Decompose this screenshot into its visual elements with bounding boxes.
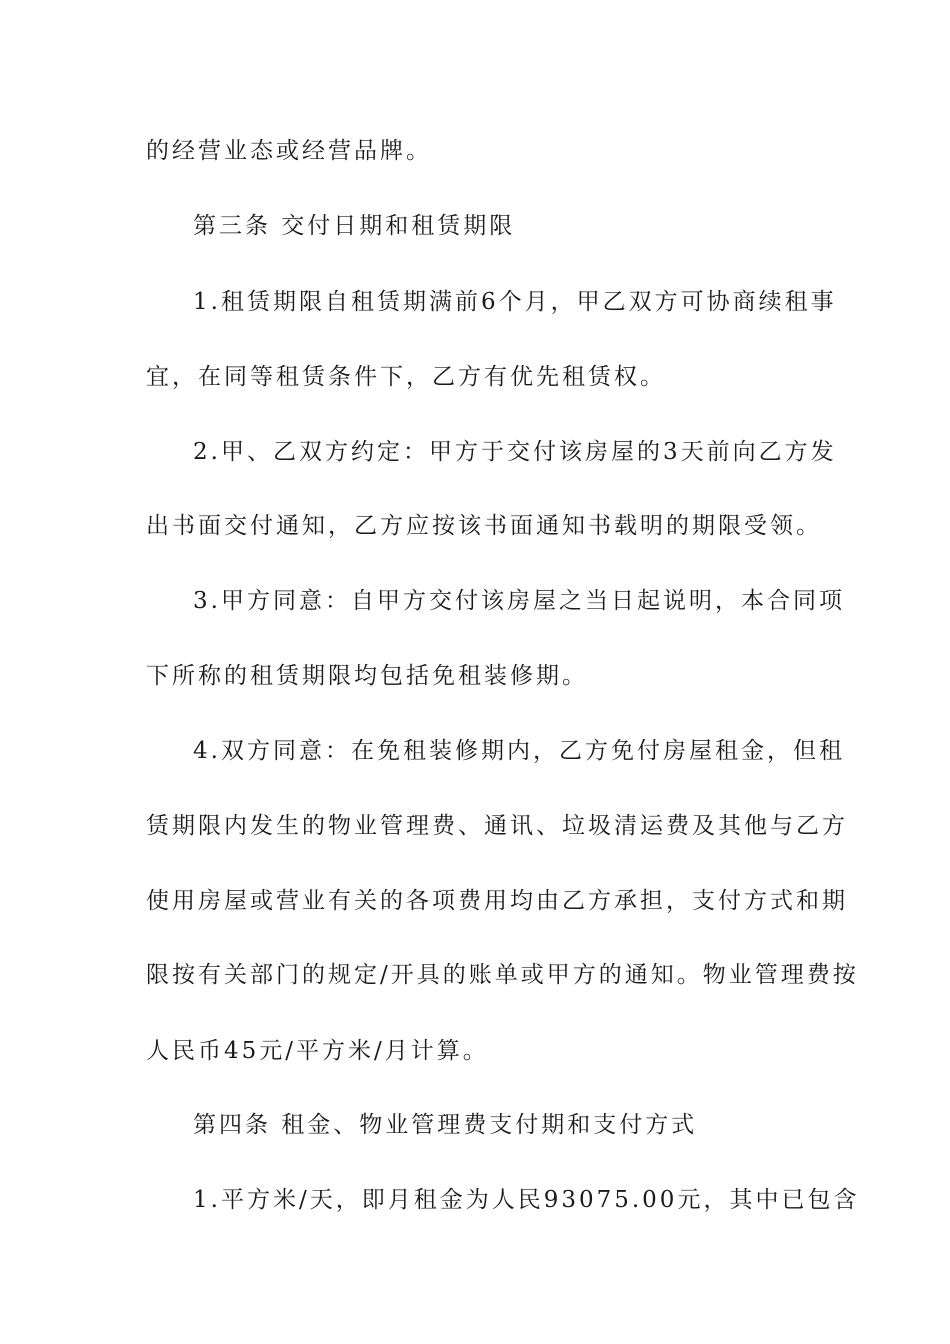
clause-3-2-line-1: 2.甲、乙双方约定：甲方于交付该房屋的3天前向乙方发 — [193, 439, 837, 465]
clause-3-1-line-1: 1.租赁期限自租赁期满前6个月，甲乙双方可协商续租事 — [193, 289, 837, 315]
clause-3-1-line-2: 宜，在同等租赁条件下，乙方有优先租赁权。 — [146, 364, 666, 390]
clause-3-3-line-1: 3.甲方同意：自甲方交付该房屋之当日起说明，本合同项 — [193, 588, 845, 614]
paragraph-continuation: 的经营业态或经营品牌。 — [146, 138, 432, 164]
clause-3-4-line-5: 人民币45元/平方米/月计算。 — [146, 1038, 489, 1064]
clause-3-4-line-4: 限按有关部门的规定/开具的账单或甲方的通知。物业管理费按 — [146, 962, 859, 988]
clause-4-1-line-1: 1.平方米/天，即月租金为人民93075.00元，其中已包含 — [193, 1187, 860, 1213]
clause-3-4-line-2: 赁期限内发生的物业管理费、通讯、垃圾清运费及其他与乙方 — [146, 813, 848, 839]
article-4-heading: 第四条 租金、物业管理费支付期和支付方式 — [193, 1112, 698, 1138]
clause-3-4-line-1: 4.双方同意：在免租装修期内，乙方免付房屋租金，但租 — [193, 738, 845, 764]
clause-3-4-line-3: 使用房屋或营业有关的各项费用均由乙方承担，支付方式和期 — [146, 888, 848, 914]
clause-3-2-line-2: 出书面交付通知，乙方应按该书面通知书载明的期限受领。 — [146, 513, 822, 539]
article-3-heading: 第三条 交付日期和租赁期限 — [193, 213, 516, 239]
clause-3-3-line-2: 下所称的租赁期限均包括免租装修期。 — [146, 663, 588, 689]
